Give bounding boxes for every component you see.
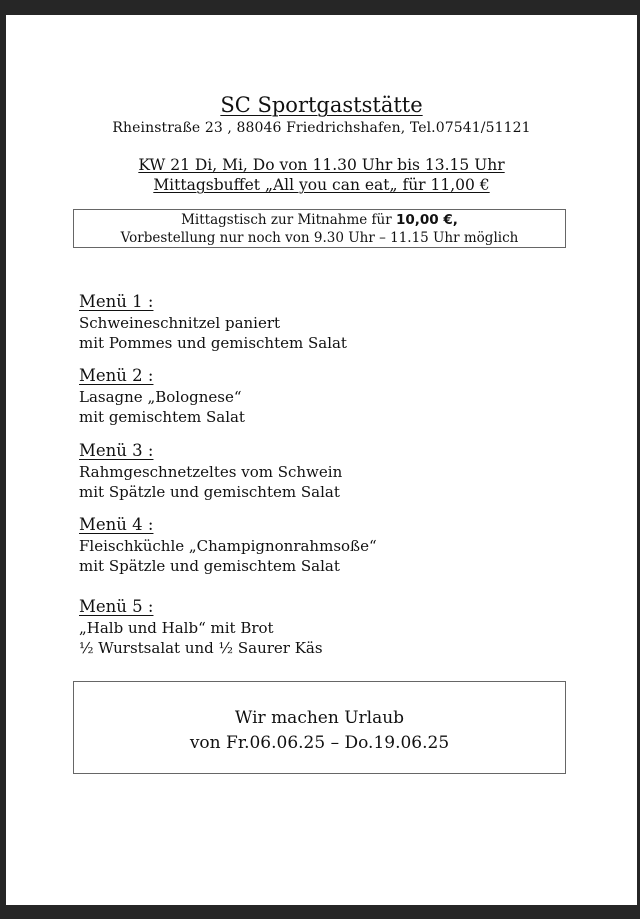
menu-heading: Menü 1 : xyxy=(79,292,154,311)
menu-dish: Rahmgeschnetzeltes vom Schwein xyxy=(79,463,343,481)
menu-heading: Menü 5 : xyxy=(79,597,154,616)
menu-sides: mit Spätzle und gemischtem Salat xyxy=(79,557,340,575)
document-page xyxy=(6,15,637,905)
takeaway-preorder: Vorbestellung nur noch von 9.30 Uhr – 11.15 Uhr möglich xyxy=(120,230,519,246)
menu-item xyxy=(79,366,245,427)
takeaway-line1 xyxy=(74,211,565,229)
takeaway-box xyxy=(73,209,566,248)
menu-heading: Menü 4 : xyxy=(79,515,154,534)
menu-dish: „Halb und Halb“ mit Brot xyxy=(79,619,274,637)
restaurant-title: SC Sportgaststätte xyxy=(220,93,423,117)
menu-item xyxy=(79,441,342,502)
menu-dish: Schweineschnitzel paniert xyxy=(79,314,281,332)
menu-sides: ½ Wurstsalat und ½ Saurer Käs xyxy=(79,639,323,657)
restaurant-address: Rheinstraße 23 , 88046 Friedrichshafen, Tel.07541/51121 xyxy=(112,120,531,136)
buffet-price: Mittagsbuffet „All you can eat„ für 11,00 € xyxy=(153,176,490,194)
takeaway-price: 10,00 €, xyxy=(395,212,458,228)
vacation-notice-box xyxy=(73,681,566,774)
menu-item xyxy=(79,597,323,658)
menu-sides: mit Spätzle und gemischtem Salat xyxy=(79,483,340,501)
vacation-dates: von Fr.06.06.25 – Do.19.06.25 xyxy=(189,733,450,753)
menu-item xyxy=(79,515,377,576)
menu-item xyxy=(79,292,347,353)
menu-sides: mit Pommes und gemischtem Salat xyxy=(79,334,347,352)
schedule-block xyxy=(6,155,637,195)
menu-heading: Menü 3 : xyxy=(79,441,154,460)
menu-heading: Menü 2 : xyxy=(79,366,154,385)
menu-dish: Lasagne „Bolognese“ xyxy=(79,388,242,406)
takeaway-text: Mittagstisch zur Mitnahme für xyxy=(181,212,396,228)
menu-dish: Fleischküchle „Champignonrahmsoße“ xyxy=(79,537,377,555)
menu-sides: mit gemischtem Salat xyxy=(79,408,245,426)
schedule-days-hours: KW 21 Di, Mi, Do von 11.30 Uhr bis 13.15 Uhr xyxy=(138,156,505,174)
vacation-heading: Wir machen Urlaub xyxy=(234,708,405,728)
